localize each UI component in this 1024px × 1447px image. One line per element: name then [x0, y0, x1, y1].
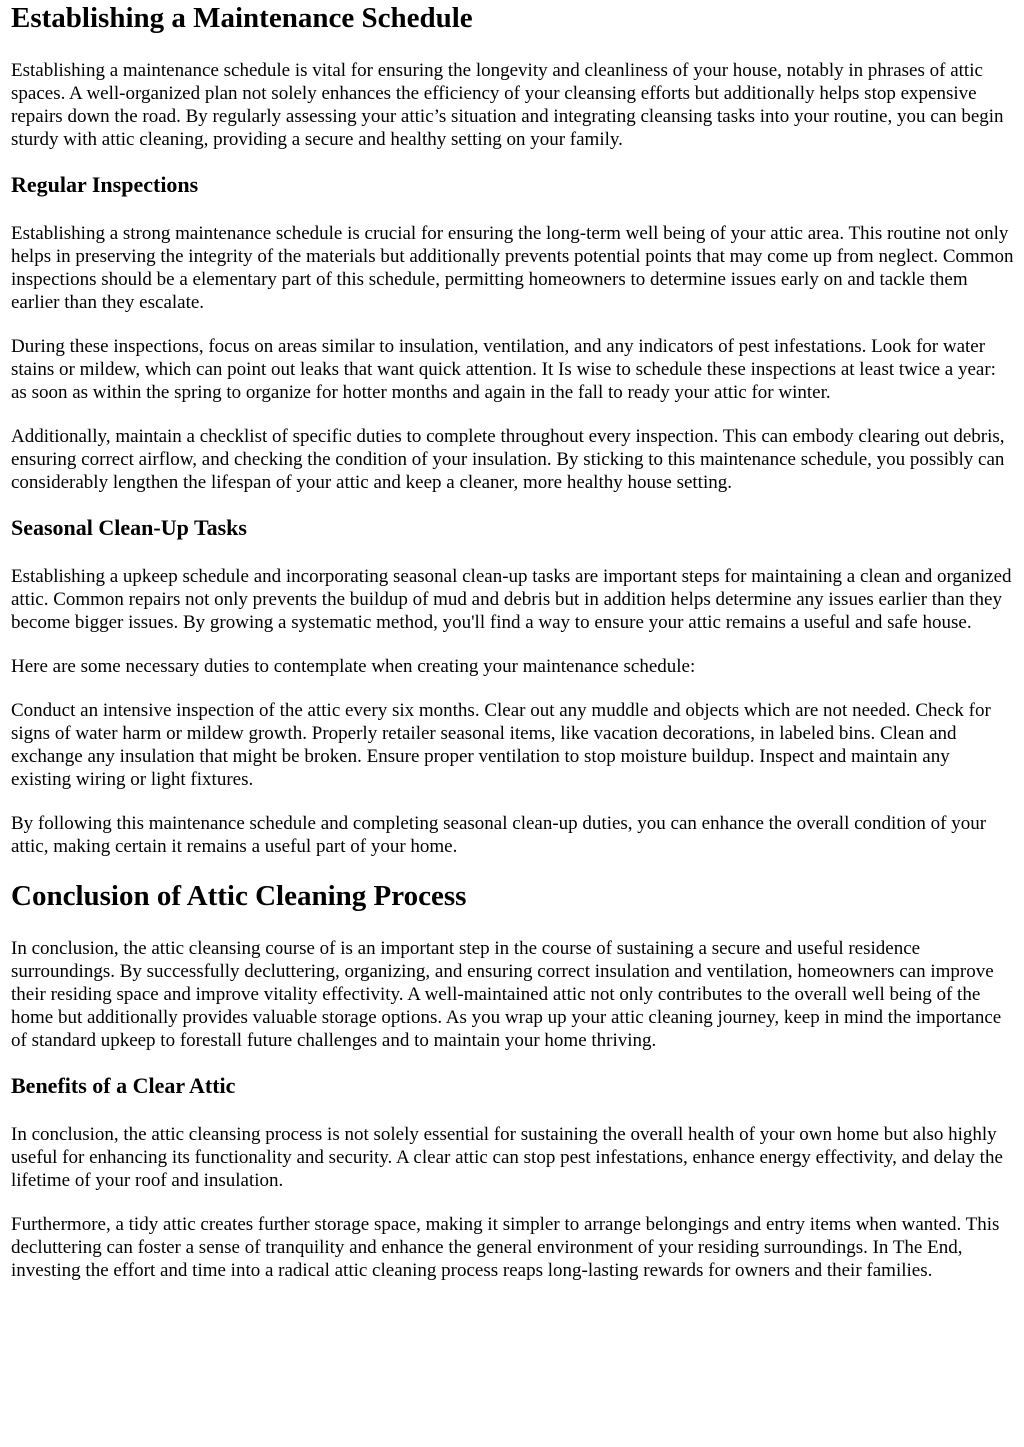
seasonal-paragraph-2: Here are some necessary duties to contemplate when creating your maintenance schedule:: [11, 656, 696, 677]
main-heading-maintenance-schedule: Establishing a Maintenance Schedule: [11, 2, 473, 34]
inspections-paragraph-3: Additionally, maintain a checklist of specific duties to complete throughout every inspection. This can embody clearing out debris, ensuring correct airflow, and checking the condition of your insulation. By sticking to this maintenance schedule, you possibly can considerably lengthen the lifespan of your attic and keep a cleaner, more healthy house setting.: [11, 426, 1005, 493]
inspections-paragraph-2: During these inspections, focus on areas similar to insulation, ventilation, and any indicators of pest infestations. Look for water stains or mildew, which can point out leaks that want quick attention. It Is wise to schedule these inspections at least twice a year: as soon as within the spring to organize for hotter months and again in the fall to ready your attic for winter.: [11, 336, 996, 403]
inspections-paragraph-1: Establishing a strong maintenance schedule is crucial for ensuring the long-term well being of your attic area. This routine not only helps in preserving the integrity of the materials but additionally prevents potential points that may come up from neglect. Common inspections should be a elementary part of this schedule, permitting homeowners to determine issues early on and tackle them earlier than they escalate.: [11, 223, 1014, 313]
intro-paragraph: Establishing a maintenance schedule is vital for ensuring the longevity and cleanliness of your house, notably in phrases of attic spaces. A well-organized plan not solely enhances the efficiency of your cleansing efforts but additionally helps stop expensive repairs down the road. By regularly assessing your attic’s situation and integrating cleansing tasks into your routine, you can begin sturdy with attic cleaning, providing a secure and healthy setting on your family.: [11, 60, 1004, 150]
subheading-regular-inspections: Regular Inspections: [11, 172, 199, 197]
benefits-paragraph-1: In conclusion, the attic cleansing process is not solely essential for sustaining the overall health of your own home but also highly useful for enhancing its functionality and security. A clear attic can stop pest infestations, enhance energy effectivity, and delay the lifetime of your roof and insulation.: [11, 1124, 1003, 1191]
conclusion-paragraph: In conclusion, the attic cleansing course of is an important step in the course of sustaining a secure and useful residence surroundings. By successfully decluttering, organizing, and ensuring correct insulation and ventilation, homeowners can improve their residing space and improve vitality effectivity. A well-maintained attic not only contributes to the overall well being of the home but additionally provides valuable storage options. As you wrap up your attic cleaning journey, keep in mind the importance of standard upkeep to forestall future challenges and to maintain your home thriving.: [11, 938, 1002, 1051]
seasonal-paragraph-1: Establishing a upkeep schedule and incorporating seasonal clean-up tasks are important steps for maintaining a clean and organized attic. Common repairs not only prevents the buildup of mud and debris but in addition helps determine any issues earlier than they become bigger issues. By growing a systematic method, you'll find a way to ensure your attic remains a useful and safe house.: [11, 566, 1012, 633]
subheading-seasonal-tasks: Seasonal Clean-Up Tasks: [11, 515, 247, 540]
benefits-paragraph-2: Furthermore, a tidy attic creates further storage space, making it simpler to arrange belongings and entry items when wanted. This decluttering can foster a sense of tranquility and enhance the general environment of your residing surroundings. In The End, investing the effort and time into a radical attic cleaning process reaps long-lasting rewards for owners and their families.: [11, 1214, 1000, 1281]
main-heading-conclusion: Conclusion of Attic Cleaning Process: [11, 880, 467, 912]
seasonal-paragraph-4: By following this maintenance schedule and completing seasonal clean-up duties, you can enhance the overall condition of your attic, making certain it remains a useful part of your home.: [11, 813, 987, 857]
subheading-benefits: Benefits of a Clear Attic: [11, 1073, 236, 1098]
seasonal-paragraph-3: Conduct an intensive inspection of the attic every six months. Clear out any muddle and objects which are not needed. Check for signs of water harm or mildew growth. Properly retailer seasonal items, like vacation decorations, in labeled bins. Clean and exchange any insulation that might be broken. Ensure proper ventilation to stop moisture buildup. Inspect and maintain any existing wiring or light fixtures.: [11, 700, 991, 790]
